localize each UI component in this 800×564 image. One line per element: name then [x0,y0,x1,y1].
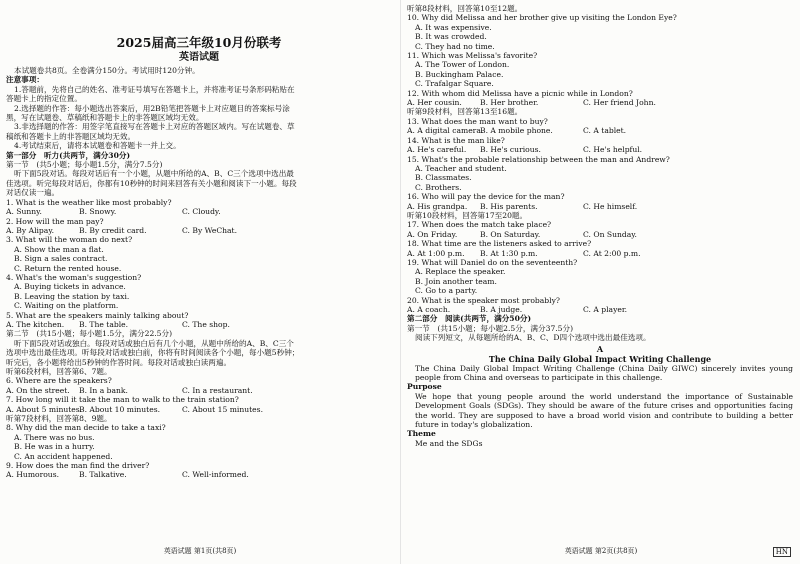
left-column [6,4,392,480]
option-c: C. He's helpful. [583,145,643,155]
question-stem: 8. Why did the man decide to take a taxi? [6,423,166,433]
notice-line: 1.答题前，先将自己的姓名、准考证号填写在答题卡上，并将准考证号条形码粘贴在 [14,84,295,94]
material-note: 听第9段材料，回答第13至16题。 [407,107,523,117]
option-b: B. It was crowded. [415,32,487,42]
notice-line: 3.非选择题的作答：用签字笔直接写在答题卡上对应的答题区域内。写在试题卷、草 [14,122,295,132]
option-a: A. About 5 minutes. [6,404,83,414]
material-note: 听第6段材料，回答第6、7题。 [6,367,112,376]
passage-title: The China Daily Global Impact Writing Challenge [488,353,712,364]
theme-heading: Theme [407,429,436,439]
option-a: A. Her cousin. [407,98,462,108]
notice-line: 稿纸和答题卡上的非答题区域均无效。 [6,131,136,141]
option-c: C. In a restaurant. [182,385,253,395]
purpose-heading: Purpose [407,382,442,392]
option-a: A. He's careful. [407,145,467,155]
option-a: A. Humorous. [6,470,60,480]
option-b: B. At 1:30 p.m. [480,248,538,258]
notice-line: 注意事项： [6,75,44,85]
passage-intro: The China Daily Global Impact Writing Challenge (China Daily GIWC) sincerely invites young people from China and overseas to participate in this challenge. [415,363,793,383]
option-c: C. Trafalgar Square. [415,79,494,89]
instruction-line: 对话仅读一遍。 [6,188,60,198]
question-options [6,320,392,329]
option-c: C. An accident happened. [14,451,113,461]
page-footer: 英语试题 第1页(共8页) [163,547,237,555]
question-stem: 14. What is the man like? [407,135,505,145]
option-c: C. A player. [583,305,628,314]
instruction-line: 听下面5段对话。每段对话后有一个小题，从题中所给的A、B、C三个选项中选出最 [14,169,294,179]
question-options [407,202,793,211]
option-b: B. A mobile phone. [480,126,553,136]
option-a: A. On the street. [6,385,70,395]
option-b: B. Snowy. [79,207,117,217]
part-heading: 第一节 (共15小题；每小题2.5分，满分37.5分) [407,323,574,333]
option-a: A. There was no bus. [14,432,95,442]
option-a: A. The Tower of London. [415,60,510,70]
page-footer: 英语试题 第2页(共8页) [564,547,638,555]
option-b: B. He was in a hurry. [14,442,95,452]
purpose-paragraph: We hope that young people around the world understand the importance of Sustainable Development Goals (SDGs). They should be aware of the future crises and opportunities facing the world. They are supposed to have a broad world vision and contribute to building a better future in today's globalization. [415,391,793,430]
option-a: A. The kitchen. [6,319,65,329]
question-stem: 13. What does the man want to buy? [407,116,548,126]
question-options [407,145,793,154]
option-a: A. Show the man a flat. [14,244,104,254]
material-note: 听第7段材料，回答第8、9题。 [6,414,112,424]
question-stem: 1. What is the weather like most probably? [6,197,172,207]
material-note: 听第8段材料，回答第10至12题。 [407,4,523,13]
option-b: B. His parents. [480,201,538,211]
theme-text: Me and the SDGs [415,438,483,448]
notice-line: 2.选择题的作答：每小题选出答案后，用2B铅笔把答题卡上对应题目的答案标号涂 [14,103,290,113]
question-options [407,126,793,135]
notice-line: 本试题卷共8页。全卷满分150分。考试用时120分钟。 [14,66,200,75]
option-b: B. About 10 minutes. [79,404,161,414]
option-a: A. His grandpa. [407,201,468,211]
option-a: A. Buying tickets in advance. [14,282,126,292]
question-stem: 19. What will Daniel do on the seventeenth? [407,257,578,267]
section-heading: 第二部分 阅读(共两节，满分50分) [407,314,532,324]
instruction-line: 听下面5段对话或独白。每段对话或独白后有几个小题，从题中所给的A、B、C三个 [14,338,294,348]
option-c: C. Well-informed. [182,470,249,480]
page-right [400,0,800,564]
option-b: B. On Saturday. [480,229,541,239]
option-b: B. The table. [79,319,129,329]
option-a: A. Replace the speaker. [415,267,506,277]
question-options [407,98,793,107]
question-options [407,305,793,314]
option-a: A. At 1:00 p.m. [407,248,465,258]
instruction-line: 听完后，各小题将给出5秒钟的作答时间。每段对话或独白读两遍。 [6,357,232,367]
question-stem: 7. How long will it take the man to walk to the train station? [6,395,239,405]
question-stem: 2. How will the man pay? [6,216,104,226]
question-stem: 15. What's the probable relationship between the man and Andrew? [407,154,670,164]
option-c: C. By WeChat. [182,225,238,235]
part-heading: 第一节 (共5小题；每小题1.5分，满分7.5分) [6,160,163,170]
option-b: B. Classmates. [415,173,472,183]
option-c: C. They had no time. [415,41,495,51]
question-options [6,405,392,414]
option-a: A. It was expensive. [415,22,492,32]
option-b: B. Leaving the station by taxi. [14,291,130,301]
notice-line: 4.考试结束后，请将本试题卷和答题卡一并上交。 [14,141,181,151]
section-heading: 第一部分 听力(共两节，满分30分) [6,150,131,160]
instruction-line: 佳选项。听完每段对话后，你都有10秒钟的时间来回答有关小题和阅读下一小题。每段 [6,178,297,188]
question-stem: 3. What will the woman do next? [6,235,133,245]
option-c: C. The shop. [182,319,230,329]
material-note: 听第10段材料，回答第17至20题。 [407,210,528,220]
passage-letter: A [596,343,604,354]
question-options [6,470,392,479]
option-b: B. In a bank. [79,385,128,395]
question-stem: 4. What's the woman's suggestion? [6,272,142,282]
exam-title: 2025届高三年级10月份联考 [116,35,282,50]
notice-line: 答题卡上的指定位置。 [6,94,82,104]
option-b: B. He's curious. [480,145,541,155]
option-c: C. Cloudy. [182,207,221,217]
question-options [6,207,392,216]
option-a: A. A digital camera. [407,126,484,136]
option-c: C. Waiting on the platform. [14,301,119,311]
notice-line: 黑，写在试题卷、草稿纸和答题卡上的非答题区域均无效。 [6,113,204,123]
option-b: B. Talkative. [79,470,127,480]
option-a: A. A coach. [407,305,451,314]
part-heading: 第二节 (共15小题；每小题1.5分，满分22.5分) [6,329,173,339]
question-stem: 9. How does the man find the driver? [6,461,150,471]
option-a: A. On Friday. [407,229,458,239]
instruction-line: 选项中选出最佳选项。听每段对话或独白前，你将有时间阅读各个小题，每小题5秒钟； [6,348,300,358]
option-c: C. A tablet. [583,126,627,136]
question-stem: 17. When does the match take place? [407,220,552,230]
option-b: B. By credit card. [79,225,147,235]
question-stem: 12. With whom did Melissa have a picnic while in London? [407,88,633,98]
option-b: B. Join another team. [415,276,497,286]
option-b: B. A judge. [480,305,523,314]
question-stem: 11. Which was Melissa's favorite? [407,51,538,61]
option-a: A. Teacher and student. [415,163,507,173]
option-c: C. On Sunday. [583,229,637,239]
question-stem: 20. What is the speaker most probably? [407,295,560,305]
instruction-line: 阅读下列短文，从每题所给的A、B、C、D四个选项中选出最佳选项。 [415,333,651,343]
question-options [6,226,392,235]
option-c: C. At 2:00 p.m. [583,248,641,258]
question-stem: 5. What are the speakers mainly talking about? [6,310,189,320]
corner-mark: HN [773,547,791,557]
option-b: B. Sign a sales contract. [14,254,108,264]
question-options [407,249,793,258]
question-stem: 10. Why did Melissa and her brother give up visiting the London Eye? [407,13,677,23]
option-c: C. Return the rented house. [14,263,122,273]
option-a: A. By Alipay. [6,225,55,235]
option-a: A. Sunny. [6,207,42,217]
option-b: B. Buckingham Palace. [415,69,504,79]
question-stem: 18. What time are the listeners asked to arrive? [407,239,592,249]
exam-subject: 英语试题 [179,52,219,63]
right-column [407,4,793,448]
option-c: C. Her friend John. [583,98,656,108]
question-stem: 6. Where are the speakers? [6,376,112,386]
question-options [407,230,793,239]
option-c: C. He himself. [583,201,638,211]
option-c: C. Brothers. [415,182,462,192]
option-b: B. Her brother. [480,98,539,108]
question-stem: 16. Who will pay the device for the man? [407,192,565,202]
option-c: C. About 15 minutes. [182,404,263,414]
option-c: C. Go to a party. [415,286,478,296]
question-options [6,386,392,395]
